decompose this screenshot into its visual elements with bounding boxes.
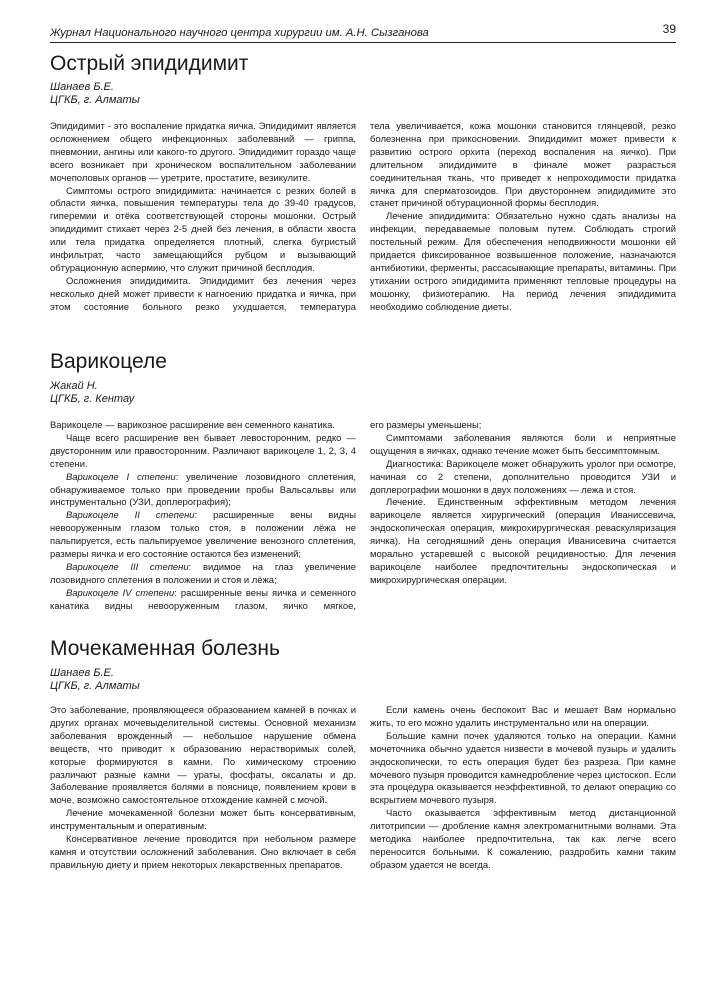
author: Жакай Н. (50, 380, 98, 392)
affiliation: ЦГКБ, г. Алматы (50, 94, 140, 106)
paragraph: Лечение мочекаменной болезни может быть консервативным, инструментальным и оперативным. (50, 808, 356, 833)
article-epididymitis-right-column (370, 121, 676, 315)
article-epididymitis-left-column (50, 121, 356, 315)
paragraph: Лечение эпидидимита: Обязательно нужно сдать анализы на инфекции, передаваемые половым путем. Соблюдать строгий постельный режим. Для обеспечения неподвижности мошонки ей придается фиксированное возвышенное положение, назначаются антибиотики, ферменты, рассасывающие препараты, витамины. При утихании острого эпидидимита применяют тепловые процедуры на мошонку, физиотерапию. На период лечения эпидидимита необходимо соблюдение диеты. (370, 211, 676, 313)
degree-item (50, 472, 356, 511)
paragraph: Чаще всего расширение вен бывает левосторонним, редко — двусторонним или правосторонним. Различают варикоцеле 1, 2, 3, 4 степени. (50, 432, 356, 470)
degree-item (50, 510, 356, 562)
degree-label: Варикоцеле III степени (66, 561, 189, 573)
affiliation: ЦГКБ, г. Кентау (50, 393, 135, 405)
article-urolithiasis-left-column (50, 705, 356, 873)
degree-text: : увеличение лозовидного сплетения, обнаруживаемое только при проведении пробы Вальсальвы или инструментально (УЗИ, доплерография); (50, 471, 357, 509)
paragraph: его размеры уменьшены; (370, 420, 482, 431)
paragraph: Симптомы острого эпидидимита: начинается с резких болей в области яичка, повышения температуры тела до 39-40 градусов, гиперемии и отёка соответствующей стороны мошонки. Острый эпидидимит стихает через 2-5 дней без лечения, в области хвоста или тела придатка определяется плотный, слегка бугристый инфильтрат, часто замещающийся рубцом и вызывающий обтурационную аспермию, что служит причиной бесплодия. (50, 185, 356, 274)
author: Шанаев Б.Е. (50, 81, 114, 93)
article-title-varicocele: Варикоцеле (50, 350, 167, 373)
paragraph: Осложнения эпидидимита. Эпидидимит без лечения через несколько дней может привести к нагноению придатка и яичка, при этом состояние больного резко ухудшается, температура (50, 275, 356, 313)
paragraph: Часто оказывается эффективным метод дистанционной литотрипсии — дробление камня электромагнитными волнами. Эта методика наиболее предпочтительна, так как легче всего переносится больными. К сожалению, раздробить камни таким образом удается не всегда. (370, 808, 676, 871)
journal-title: Журнал Национального научного центра хирургии им. А.Н. Сызганова (50, 27, 429, 39)
paragraph: Большие камни почек удаляются только на операции. Камни мочеточника обычно удается низвести в мочевой пузырь и удалить эндоскопически, то есть операция будет без разреза. При камне мочевого пузыря проводится камнедробление через цистоскоп. Если эта процедура оказывается неэффективной, то делают операцию со вскрытием мочевого пузыря. (370, 730, 676, 807)
article-title-epididymitis: Острый эпидидимит (50, 52, 249, 75)
paragraph: Варикоцеле — варикозное расширение вен семенного канатика. (50, 420, 335, 431)
paragraph: Диагностика: Варикоцеле может обнаружить уролог при осмотре, начиная со 2 степени, дополнительно проводится УЗИ и доплерографии мошонки в двух положениях — лежа и стоя. (370, 458, 676, 496)
article-title-urolithiasis: Мочекаменная болезнь (50, 637, 280, 660)
paragraph: тела увеличивается, кожа мошонки становится глянцевой, резко болезненна при прикосновении. Эпидидимит может привести к развитию острого орхита (переход воспаления на яичко). При длительном эпидидимите в финале может разрасться соединительная ткань, что приведет к непроходимости придатка яичка для сперматозоидов. При двустороннем эпидидимите это станет причиной обтурационной формы бесплодия. (370, 121, 676, 210)
degree-item (50, 588, 356, 614)
paragraph: Симптомами заболевания являются боли и неприятные ощущения в яичках, однако течение может быть бессимптомным. (370, 432, 676, 457)
degree-text: : расширенные вены яичка и семенного канатика видны невооруженным глазом, яичко мягкое, (50, 587, 356, 612)
article-varicocele-left-column (50, 420, 356, 614)
paragraph: Лечение. Единственным эффективным методом лечения варикоцеле является хирургический (операция Иваниссевича, эндоскопическая операция, микрохирургическая реваскуляризация яичка). На сегодняшний день операция Иванисевича считается морально устаревшей с высокой рецидивностью. Для лечения варикоцеле наиболее предпочтительны эндоскопическая и микрохирургическая операции. (370, 497, 676, 586)
article-byline-urolithiasis (50, 667, 140, 693)
paragraph: Эпидидимит - это воспаление придатка яичка. Эпидидимит является осложнением общего инфекционных заболеваний — гриппа, пневмонии, ангины или какого-то другого. Эпидидимит гораздо чаще всего возникает при хроническом воспалительном заболевании мочеполовых органов — уретрите, простатите, везикулите. (50, 121, 356, 184)
running-header (50, 22, 676, 43)
article-byline-epididymitis (50, 81, 140, 107)
degree-text: : видимое на глаз увеличение лозовидного сплетения в положении и стоя и лёжа; (50, 561, 356, 586)
degree-label: Варикоцеле IV степени (66, 587, 175, 599)
paragraph: Консервативное лечение проводится при небольном размере камня и отсутствии осложнений заболевания. Оно включает в себя правильную диету и прием некоторых лекарственных препаратов. (50, 834, 356, 871)
paragraph: Это заболевание, проявляющееся образованием камней в почках и других органах мочевыделительной системы. Основной механизм заболевания врожденный — небольшое нарушение обмена веществ, что приводит к образованию нерастворимых солей, которые формируются в камни. По химическому строению различают разные камни — ураты, фосфаты, оксалаты и др. Заболевание проявляется болями в пояснице, появлением крови в моче, возможно самостоятельное отхождение камней с мочой. (50, 705, 356, 807)
article-varicocele-right-column (370, 420, 676, 588)
article-byline-varicocele (50, 380, 134, 406)
article-urolithiasis-right-column (370, 705, 676, 873)
author: Шанаев Б.Е. (50, 667, 114, 679)
degree-item (50, 562, 356, 588)
degree-label: Варикоцеле II степени (66, 510, 195, 522)
degree-text: : расширенные вены видны невооруженным глазом только стоя, в положении лёжа не пальпируется, есть пальпируемое увеличение венозного сплетения, размеры яичка и его состояние остаются без изменений; (50, 510, 356, 561)
page-number: 39 (662, 22, 676, 36)
paragraph: Если камень очень беспокоит Вас и мешает Вам нормально жить, то его можно удалить инструментально или на операции. (370, 705, 676, 729)
degree-label: Варикоцеле I степени (66, 471, 176, 483)
affiliation: ЦГКБ, г. Алматы (50, 680, 140, 692)
